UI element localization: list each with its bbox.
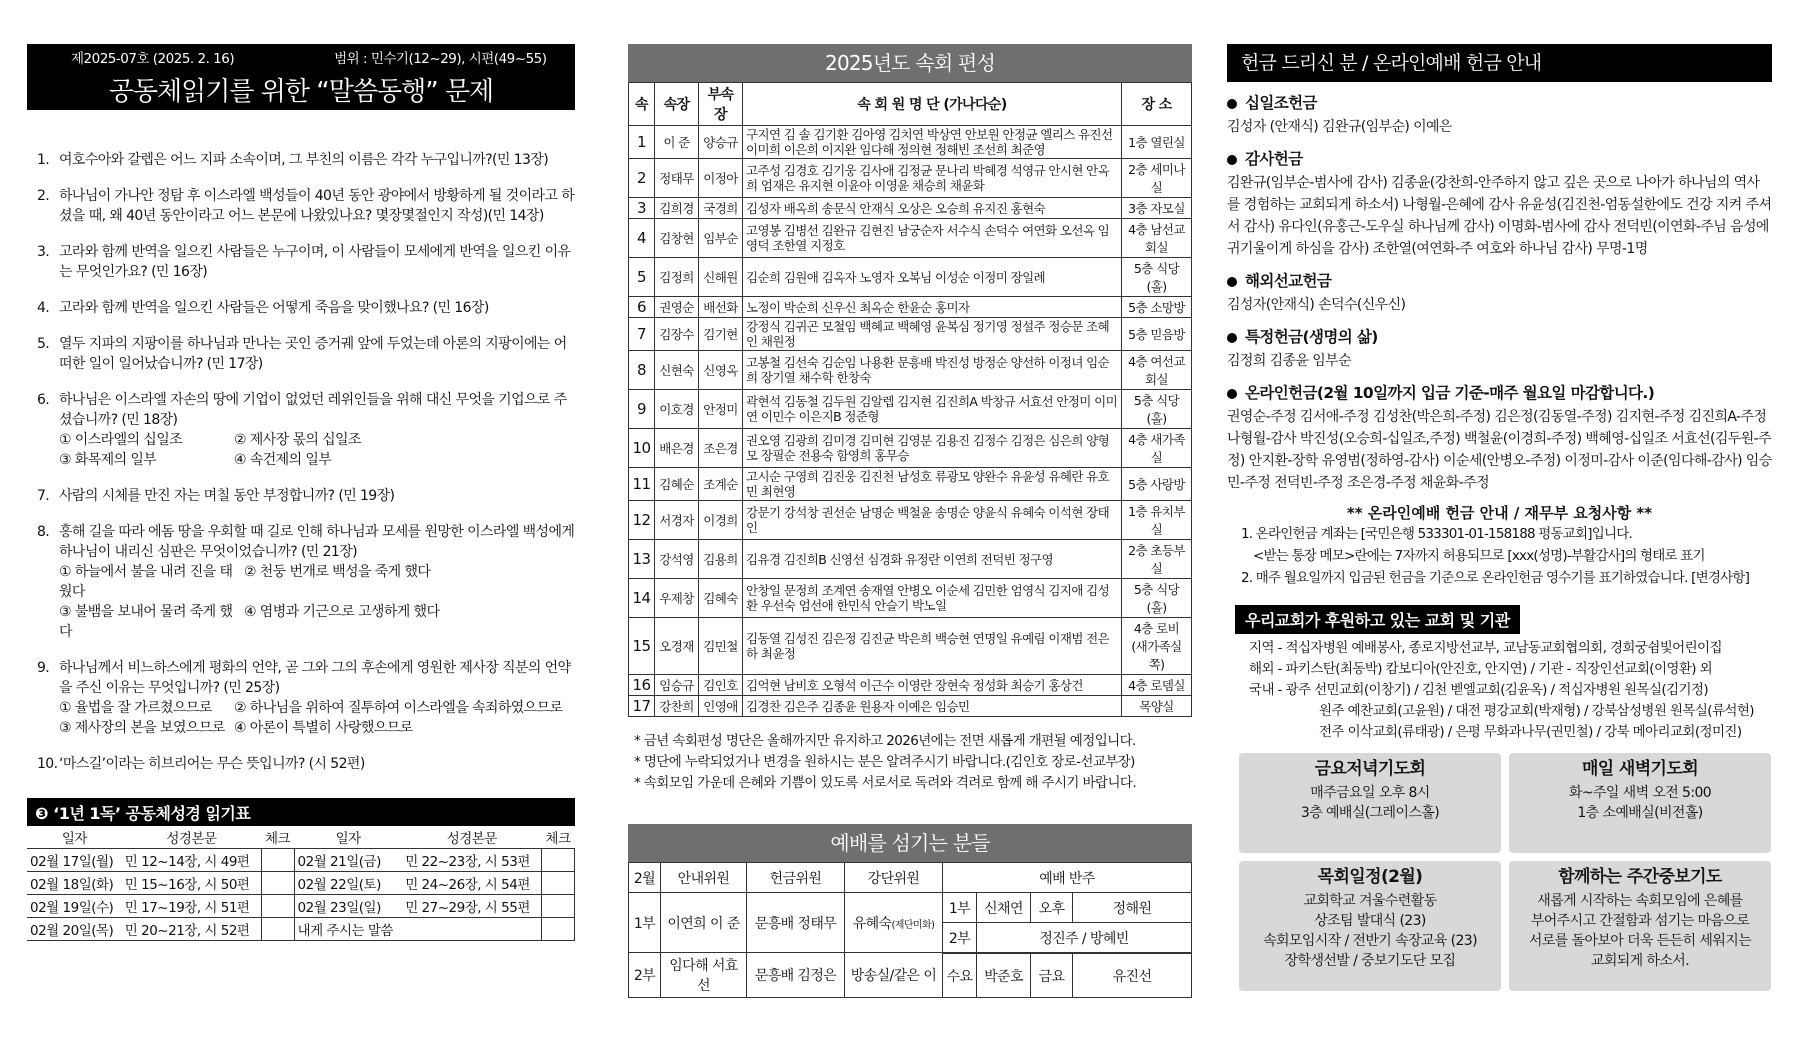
offering-heading-text: 해외선교헌금	[1245, 272, 1332, 290]
offering-names: 김완규(임부순-범사에 감사) 김종윤(강찬희-안주하지 않고 깊은 곳으로 나아가 하나님의 역사를 경험하는 교회되게 하소서) 나형월-은혜에 감사 유윤성(김진천-엄동설한에도 건강 지켜 주셔서 감사) 유다인(유홍근-도우실 하나님께 감사) 이명화-범사에 감사 전덕빈(이연화-주님 음성에 귀기울이게 하심을 감사) 조한열(여연화-주 여호와 하나님 감사) 무명-1명	[1227, 175, 1772, 257]
reading-plan-title: ❸ ‘1년 1독’ 공동체성경 읽기표	[27, 798, 575, 826]
plan-cell	[261, 872, 294, 895]
reading-plan-table	[27, 826, 575, 941]
group-location: 1층 열린실	[1122, 126, 1192, 159]
group-location: 5층 식당(홀)	[1122, 258, 1192, 297]
group-header: 속장	[655, 83, 699, 126]
offering-names: 김성자 (안재식) 김완규(임부순) 이예은	[1227, 119, 1452, 135]
support-line: 국내 - 광주 선민교회(이창기) / 김천 벧엘교회(김윤옥) / 적십자병원 원목실(김기정)	[1249, 682, 1709, 698]
group-header: 부속장	[699, 83, 743, 126]
info-box-title: 목회일정(2월)	[1317, 867, 1423, 887]
offering-heading-text: 특정헌금(생명의 삶)	[1245, 328, 1378, 346]
question-item	[37, 298, 575, 318]
question-text: 열두 지파의 지팡이를 하나님과 만나는 곳인 증거궤 앞에 두었는데 아론의 지팡이에는 어떠한 일이 일어났습니까? (민 17장)	[59, 336, 567, 372]
plan-header: 일자	[27, 826, 122, 849]
question-text: 사람의 시체를 만진 자는 며칠 동안 부정합니까? (민 19장)	[59, 488, 395, 504]
group-row	[629, 219, 1192, 258]
plan-cell: 내게 주시는 말씀	[294, 918, 402, 941]
group-location: 4층 로뎀실	[1122, 675, 1192, 696]
question-option: ③ 불뱀을 보내어 물려 죽게 했다	[59, 604, 233, 640]
question-options	[59, 698, 575, 738]
plan-cell: 민 17~19장, 시 51편	[122, 895, 261, 918]
offering-names: 문흥배 정태무	[747, 893, 845, 953]
group-leader: 강찬희	[655, 696, 699, 717]
question-option: ① 율법을 잘 가르쳤으므로	[59, 700, 212, 716]
question-number: 7.	[37, 488, 50, 504]
question-option: ② 하나님을 위하여 질투하여 이스라엘을 속죄하였으므로	[234, 700, 563, 716]
question-text: 하나님이 가나안 정탐 후 이스라엘 백성들이 40년 동안 광야에서 방황하게 될 것이라고 하셨을 때, 왜 40년 동안이라고 어느 본문에 나왔있나요? 몇장몇절인지 작성)(민 14장)	[59, 188, 575, 224]
group-subleader: 김인호	[699, 675, 743, 696]
altar-note: (제단미화)	[891, 919, 935, 931]
plan-cell: 민 22~23장, 시 53편	[402, 849, 541, 872]
group-row	[629, 351, 1192, 390]
group-members: 김유경 김진희B 신영선 심경화 유정란 이연희 전덕빈 정구영	[743, 540, 1122, 579]
group-location: 2층 세미나실	[1122, 159, 1192, 198]
question-item	[37, 334, 575, 374]
question-body	[59, 334, 575, 374]
question-text: 고라와 함께 반역을 일으킨 사람들은 누구이며, 이 사람들이 모세에게 반역을 일으킨 이유는 무엇인가요? (민 16장)	[59, 244, 571, 280]
plan-row	[27, 872, 575, 895]
info-box-line: 1층 소예배실(비전홀)	[1577, 805, 1703, 821]
offering-names: 김정희 김종윤 임부순	[1227, 353, 1352, 369]
group-subleader: 임부순	[699, 219, 743, 258]
plan-cell	[261, 895, 294, 918]
plan-row	[27, 918, 575, 941]
question-text: 여호수아와 갈렙은 어느 지파 소속이며, 그 부친의 이름은 각각 누구입니까?(민 13장)	[59, 152, 549, 168]
plan-cell	[261, 849, 294, 872]
question-number: 1.	[37, 152, 50, 168]
question-number: 2.	[37, 188, 50, 204]
altar-names: 방송실/같은 이	[845, 953, 943, 998]
support-line: 지역 - 적십자병원 예배봉사, 종로지방선교부, 교남동교회협의회, 경희궁쉼빛어린이집	[1249, 640, 1722, 656]
info-box-line: 교회학교 겨울수련활동	[1303, 893, 1437, 909]
reading-range: 범위 : 민수기(12~29), 시편(49~55)	[334, 51, 547, 67]
group-note: * 속회모임 가운데 은혜와 기쁨이 있도록 서로서로 독려와 격려로 함께 해 주시기 바랍니다.	[634, 775, 1137, 791]
group-row	[629, 198, 1192, 219]
group-location: 5층 사랑방	[1122, 468, 1192, 501]
column-offerings	[1227, 44, 1772, 991]
question-text: 홍해 길을 따라 에돔 땅을 우회할 때 길로 인해 하나님과 모세를 원망한 이스라엘 백성에게 하나님이 내리신 심판은 무엇이었습니까? (민 21장)	[59, 524, 575, 560]
plan-cell: 02월 22일(토)	[294, 872, 402, 895]
group-leader: 서경자	[655, 501, 699, 540]
question-option: ② 제사장 몫의 십일조	[234, 432, 361, 448]
question-item	[37, 486, 575, 506]
group-location: 4층 남선교회실	[1122, 219, 1192, 258]
group-number: 5	[629, 258, 655, 297]
group-leader: 강석영	[655, 540, 699, 579]
group-members: 고시순 구영희 김진웅 김진천 남성호 류광모 양완수 유윤성 유혜란 유호민 최현영	[743, 468, 1122, 501]
servers-table	[628, 862, 1192, 998]
group-members: 고봉철 김선숙 김순임 나용환 문흥배 박진성 방정순 양선하 이정녀 임순희 장기열 채수학 한창숙	[743, 351, 1122, 390]
group-number: 17	[629, 696, 655, 717]
group-members: 안창일 문정희 조계연 송재열 안병오 이순세 김민한 엄영식 김지애 김성환 우선숙 엄선애 한민식 안슬기 박노일	[743, 579, 1122, 618]
team-name: 박준호	[977, 954, 1031, 998]
info-box	[1509, 861, 1771, 991]
offering-heading-text: 십일조헌금	[1245, 94, 1317, 112]
plan-cell: 민 15~16장, 시 50편	[122, 872, 261, 895]
group-number: 2	[629, 159, 655, 198]
group-row	[629, 159, 1192, 198]
group-number: 14	[629, 579, 655, 618]
plan-cell: 02월 20일(목)	[27, 918, 122, 941]
plan-cell	[261, 918, 294, 941]
info-box-line: 부어주시고 간절함과 섬기는 마음으로	[1530, 913, 1750, 929]
info-box	[1239, 753, 1501, 853]
group-number: 4	[629, 219, 655, 258]
question-item	[37, 754, 575, 774]
info-box-line: 교회되게 하소서.	[1590, 953, 1690, 969]
group-leader: 오경재	[655, 618, 699, 675]
plan-header: 성경본문	[402, 826, 541, 849]
group-header: 속	[629, 83, 655, 126]
group-header: 장 소	[1122, 83, 1192, 126]
question-text: 하나님은 이스라엘 자손의 땅에 기업이 없었던 레위인들을 위해 대신 무엇을 기업으로 주셨습니까? (민 18장)	[59, 392, 567, 428]
question-number: 6.	[37, 392, 50, 408]
offering-heading-text: 온라인헌금(2월 10일까지 입금 기준-매주 월요일 마감합니다.)	[1245, 384, 1655, 402]
question-item	[37, 186, 575, 226]
group-members: 김동열 김성진 김은정 김진균 박은희 백승현 연명일 유예림 이재범 전은하 최윤정	[743, 618, 1122, 675]
group-subleader: 김기현	[699, 318, 743, 351]
team-label: 1부	[943, 893, 977, 923]
group-leader: 이호경	[655, 390, 699, 429]
offering-section	[1227, 382, 1772, 494]
question-options	[59, 562, 575, 642]
group-members: 구지연 김 솔 김기환 김아영 김치연 박상연 안보원 안정균 엘리스 유진선 이미희 이은희 이지완 임다해 정의현 정해빈 조선희 최준영	[743, 126, 1122, 159]
group-location: 1층 유치부실	[1122, 501, 1192, 540]
group-members: 권오영 김광희 김미경 김미현 김영분 김용진 김정수 김정은 심은희 양형모 장필순 전용숙 함영희 홍무승	[743, 429, 1122, 468]
issue-number: 제2025-07호 (2025. 2. 16)	[71, 51, 235, 67]
offering-names: 문흥배 김정은	[747, 953, 845, 998]
group-subleader: 조계순	[699, 468, 743, 501]
question-item	[37, 390, 575, 470]
info-box-line: 새롭게 시작하는 속회모임에 은혜를	[1537, 893, 1743, 909]
offering-heading	[1227, 382, 1772, 404]
question-list	[27, 150, 575, 774]
servers-header: 예배 반주	[943, 863, 1192, 893]
info-box-line: 서로를 돌아보아 더욱 든든히 세워지는	[1528, 933, 1752, 949]
group-members: 김순희 김원애 김옥자 노영자 오복님 이성순 이정미 장일례	[743, 258, 1122, 297]
question-body	[59, 298, 575, 318]
plan-header: 체크	[541, 826, 574, 849]
question-body	[59, 150, 575, 170]
group-number: 6	[629, 297, 655, 318]
altar-names	[845, 893, 943, 953]
question-body	[59, 658, 575, 738]
group-subleader: 배선화	[699, 297, 743, 318]
altar-name: 유혜숙	[852, 915, 892, 932]
group-subleader: 김혜숙	[699, 579, 743, 618]
support-line: 전주 이삭교회(류태광) / 은평 무화과나무(권민철) / 강북 메아리교회(정미진)	[1319, 724, 1742, 740]
plan-cell	[541, 918, 574, 941]
plan-cell: 민 27~29장, 시 55편	[402, 895, 541, 918]
team-name: 유진선	[1073, 954, 1192, 998]
group-section-title: 2025년도 속회 편성	[628, 44, 1192, 82]
offering-title: 헌금 드리신 분 / 온라인예배 헌금 안내	[1227, 44, 1772, 82]
plan-cell: 02월 19일(수)	[27, 895, 122, 918]
group-row	[629, 318, 1192, 351]
servers-header: 안내위원	[661, 863, 747, 893]
request-list	[1227, 523, 1772, 589]
group-notes	[628, 731, 1192, 794]
group-subleader: 이정아	[699, 159, 743, 198]
group-leader: 김장수	[655, 318, 699, 351]
group-subleader: 김용희	[699, 540, 743, 579]
service-label: 2부	[629, 953, 661, 998]
group-row	[629, 618, 1192, 675]
support-line: 해외 - 파키스탄(최동박) 캄보디아(안진호, 안지연) / 기관 - 직장인선교회(이영환) 외	[1249, 661, 1713, 677]
question-option: ④ 염병과 기근으로 고생하게 했다	[244, 604, 440, 620]
group-row	[629, 501, 1192, 540]
group-subleader: 양승규	[699, 126, 743, 159]
group-number: 12	[629, 501, 655, 540]
group-leader: 김혜순	[655, 468, 699, 501]
plan-cell	[541, 849, 574, 872]
question-options	[59, 430, 575, 470]
guide-names: 임다해 서효선	[661, 953, 747, 998]
servers-header: 강단위원	[845, 863, 943, 893]
group-number: 7	[629, 318, 655, 351]
column-quiz	[27, 44, 575, 941]
group-note: * 명단에 누락되었거나 변경을 원하시는 분은 알려주시기 바랍니다.(김인호 장로-선교부장)	[634, 754, 1135, 770]
question-number: 10.	[37, 756, 58, 772]
offering-heading	[1227, 270, 1772, 292]
group-members: 곽현석 김동철 김두원 김알렙 김지현 김진희A 박창규 서효선 안정미 이미연 이민수 이은지B 정준형	[743, 390, 1122, 429]
plan-header: 일자	[294, 826, 402, 849]
quiz-title: 공동체읽기를 위한 “말씀동행” 문제	[108, 77, 494, 107]
bullet-icon	[1227, 155, 1237, 165]
offering-names: 김성자(안재식) 손덕수(신우신)	[1227, 297, 1406, 313]
question-option: ③ 화목제의 일부	[59, 452, 157, 468]
group-location: 4층 여선교회실	[1122, 351, 1192, 390]
offering-section	[1227, 270, 1772, 316]
column-groups	[628, 44, 1192, 998]
question-number: 3.	[37, 244, 50, 260]
question-number: 5.	[37, 336, 50, 352]
group-leader: 배은경	[655, 429, 699, 468]
question-option: ② 천둥 번개로 백성을 죽게 했다	[244, 564, 431, 580]
group-location: 5층 식당(홀)	[1122, 390, 1192, 429]
group-number: 13	[629, 540, 655, 579]
plan-cell	[541, 872, 574, 895]
request-item: 1. 온라인헌금 계좌는 [국민은행 533301-01-158188 평동교회]입니다.	[1241, 526, 1632, 542]
group-row	[629, 258, 1192, 297]
info-box-title: 함께하는 주간중보기도	[1558, 867, 1722, 887]
group-note: * 금년 속회편성 명단은 올해까지만 유지하고 2026년에는 전면 새롭게 개편될 예정입니다.	[634, 733, 1136, 749]
group-number: 16	[629, 675, 655, 696]
group-location: 5층 믿음방	[1122, 318, 1192, 351]
support-list	[1227, 638, 1772, 743]
plan-cell	[541, 895, 574, 918]
bullet-icon	[1227, 389, 1237, 399]
question-option: ① 이스라엘의 십일조	[59, 432, 183, 448]
plan-cell: 02월 18일(화)	[27, 872, 122, 895]
group-members: 강문기 강석창 권선순 남명순 백철윤 송명순 양윤식 유혜숙 이석현 장태인	[743, 501, 1122, 540]
team-label: 금요	[1031, 954, 1073, 998]
info-boxes	[1239, 753, 1772, 991]
group-number: 15	[629, 618, 655, 675]
group-number: 10	[629, 429, 655, 468]
plan-header: 성경본문	[122, 826, 261, 849]
group-leader: 이 준	[655, 126, 699, 159]
info-box	[1509, 753, 1771, 853]
plan-cell: 민 12~14장, 시 49편	[122, 849, 261, 872]
info-box-line: 상조팀 발대식 (23)	[1314, 913, 1426, 929]
group-members: 김성자 배옥희 송문식 안재식 오상은 오승희 유지진 홍현숙	[743, 198, 1122, 219]
group-number: 1	[629, 126, 655, 159]
bullet-icon	[1227, 99, 1237, 109]
group-members: 노정이 박순희 신우신 최옥순 한윤순 홍미자	[743, 297, 1122, 318]
offering-heading-text: 감사헌금	[1245, 150, 1303, 168]
info-box-line: 매주금요일 오후 8시	[1310, 785, 1430, 801]
offering-heading	[1227, 92, 1772, 114]
plan-header: 체크	[261, 826, 294, 849]
bullet-icon	[1227, 333, 1237, 343]
question-text: 고라와 함께 반역을 일으킨 사람들은 어떻게 죽음을 맞이했나요? (민 16장)	[59, 300, 489, 316]
plan-cell: 민 24~26장, 시 54편	[402, 872, 541, 895]
group-members: 김경찬 김은주 김종윤 원용자 이예은 임승민	[743, 696, 1122, 717]
team-name: 정진주 / 방혜빈	[977, 923, 1192, 953]
question-body	[59, 390, 575, 470]
bullet-icon	[1227, 277, 1237, 287]
servers-month: 2월	[629, 863, 661, 893]
group-row	[629, 579, 1192, 618]
team-name: 정해원	[1073, 893, 1192, 923]
offering-section	[1227, 148, 1772, 260]
group-subleader: 신영옥	[699, 351, 743, 390]
info-box-line: 3층 예배실(그레이스홀)	[1300, 805, 1440, 821]
team-label: 2부	[943, 923, 977, 953]
offering-section	[1227, 92, 1772, 138]
request-item: 2. 매주 월요일까지 입금된 헌금을 기준으로 온라인헌금 영수기를 표기하였습니다. [변경사항]	[1241, 570, 1750, 586]
plan-row	[27, 849, 575, 872]
group-subleader: 조은경	[699, 429, 743, 468]
servers-title: 예배를 섬기는 분들	[628, 824, 1192, 862]
group-row	[629, 429, 1192, 468]
group-leader: 김정희	[655, 258, 699, 297]
group-subleader: 신해원	[699, 258, 743, 297]
service-label: 1부	[629, 893, 661, 953]
question-option: ① 하늘에서 불을 내려 진을 태웠다	[59, 564, 233, 600]
group-subleader: 인영애	[699, 696, 743, 717]
group-location: 목양실	[1122, 696, 1192, 717]
team-name: 신채연	[977, 893, 1031, 923]
group-subleader: 국경희	[699, 198, 743, 219]
question-text: ‘마스길’이라는 히브리어는 무슨 뜻입니까? (시 52편)	[59, 756, 365, 772]
support-title: 우리교회가 후원하고 있는 교회 및 기관	[1235, 605, 1520, 634]
request-item: <받는 통장 메모>란에는 7자까지 허용되므로 [xxx(성명)-부활감사]의 형태로 표기	[1253, 548, 1705, 564]
question-number: 9.	[37, 660, 50, 676]
question-item	[37, 150, 575, 170]
group-location: 5층 식당(홀)	[1122, 579, 1192, 618]
offering-section	[1227, 326, 1772, 372]
group-table	[628, 82, 1192, 717]
question-body	[59, 754, 575, 774]
group-location: 4층 로비 (새가족실쪽)	[1122, 618, 1192, 675]
group-location: 4층 새가족실	[1122, 429, 1192, 468]
question-item	[37, 522, 575, 642]
support-line: 원주 예찬교회(고윤원) / 대전 평강교회(박재형) / 강북삼성병원 원목실(류석현)	[1319, 703, 1754, 719]
offering-heading	[1227, 148, 1772, 170]
group-leader: 김창현	[655, 219, 699, 258]
question-option: ④ 아론이 특별히 사랑했으므로	[234, 720, 413, 736]
info-box-title: 매일 새벽기도회	[1581, 759, 1699, 779]
issue-header	[27, 44, 575, 110]
group-leader: 임승규	[655, 675, 699, 696]
question-option: ③ 제사장의 본을 보였으므로	[59, 720, 225, 736]
plan-cell: 민 20~21장, 시 52편	[122, 918, 261, 941]
question-body	[59, 486, 575, 506]
group-row	[629, 468, 1192, 501]
info-box-line: 화~주일 새벽 오전 5:00	[1568, 785, 1712, 801]
group-members: 고주성 김경호 김기웅 김사애 김정균 문나리 박혜경 석영규 안시현 안옥희 엄재은 유지현 이윤아 이영윤 채승희 채윤화	[743, 159, 1122, 198]
question-body	[59, 186, 575, 226]
question-text: 하나님께서 비느하스에게 평화의 언약, 곧 그와 그의 후손에게 영원한 제사장 직분의 언약을 주신 이유는 무엇입니까? (민 25장)	[59, 660, 571, 696]
group-row	[629, 126, 1192, 159]
offering-names: 권영순-주정 김서애-주정 김성찬(박은희-주정) 김은정(김동열-주정) 김지현-주정 김진희A-주정 나형월-감사 박진성(오승희-십일조,주정) 백철윤(이경희-주정) 백혜영-십일조 서효선(김두원-주정) 안지환-장학 유영범(정하영-감사) 이순세(안병오-주정) 이정미-감사 이준(임다해-감사) 임승민-주정 전덕빈-주정 조은경-주정 채윤화-주정	[1227, 409, 1772, 491]
group-number: 11	[629, 468, 655, 501]
plan-cell: 02월 23일(일)	[294, 895, 402, 918]
group-members: 김억현 남비호 오형석 이근수 이영란 장현숙 정성화 최승기 홍상건	[743, 675, 1122, 696]
info-box-line: 속회모임시작 / 전반기 속장교육 (23)	[1263, 933, 1477, 949]
group-row	[629, 297, 1192, 318]
plan-cell: 02월 21일(금)	[294, 849, 402, 872]
request-title: ** 온라인예배 헌금 안내 / 재무부 요청사항 **	[1346, 504, 1653, 522]
offering-sections	[1227, 92, 1772, 494]
group-members: 강정식 김귀곤 모철임 백혜교 백혜영 윤복심 정기영 정설주 정승문 조혜인 채원정	[743, 318, 1122, 351]
group-number: 3	[629, 198, 655, 219]
info-box-title: 금요저녁기도회	[1314, 759, 1426, 779]
question-item	[37, 658, 575, 738]
group-row	[629, 540, 1192, 579]
question-option: ④ 속건제의 일부	[234, 452, 332, 468]
group-leader: 정태무	[655, 159, 699, 198]
group-location: 3층 자모실	[1122, 198, 1192, 219]
group-number: 9	[629, 390, 655, 429]
group-row	[629, 696, 1192, 717]
group-leader: 권영순	[655, 297, 699, 318]
group-location: 2층 초등부실	[1122, 540, 1192, 579]
question-item	[37, 242, 575, 282]
plan-cell: 02월 17일(월)	[27, 849, 122, 872]
team-label: 수요	[943, 954, 977, 998]
plan-cell	[402, 918, 541, 941]
guide-names: 이연희 이 준	[661, 893, 747, 953]
group-header: 속 회 원 명 단 (가나다순)	[743, 83, 1122, 126]
group-members: 고영봉 김병선 김완규 김현진 남궁순자 서수식 손덕수 여연화 오선옥 임영덕 조한열 지정호	[743, 219, 1122, 258]
info-box	[1239, 861, 1501, 991]
question-body	[59, 522, 575, 642]
group-leader: 우제창	[655, 579, 699, 618]
question-body	[59, 242, 575, 282]
info-box-line: 장학생선발 / 중보기도단 모집	[1284, 953, 1456, 969]
group-subleader: 안정미	[699, 390, 743, 429]
team-label: 오후	[1031, 893, 1073, 923]
group-subleader: 김민철	[699, 618, 743, 675]
group-subleader: 이경희	[699, 501, 743, 540]
group-number: 8	[629, 351, 655, 390]
plan-row	[27, 895, 575, 918]
offering-heading	[1227, 326, 1772, 348]
group-leader: 김희경	[655, 198, 699, 219]
servers-header: 헌금위원	[747, 863, 845, 893]
group-leader: 신현숙	[655, 351, 699, 390]
group-row	[629, 675, 1192, 696]
group-location: 5층 소망방	[1122, 297, 1192, 318]
question-number: 4.	[37, 300, 50, 316]
group-row	[629, 390, 1192, 429]
question-number: 8.	[37, 524, 50, 540]
